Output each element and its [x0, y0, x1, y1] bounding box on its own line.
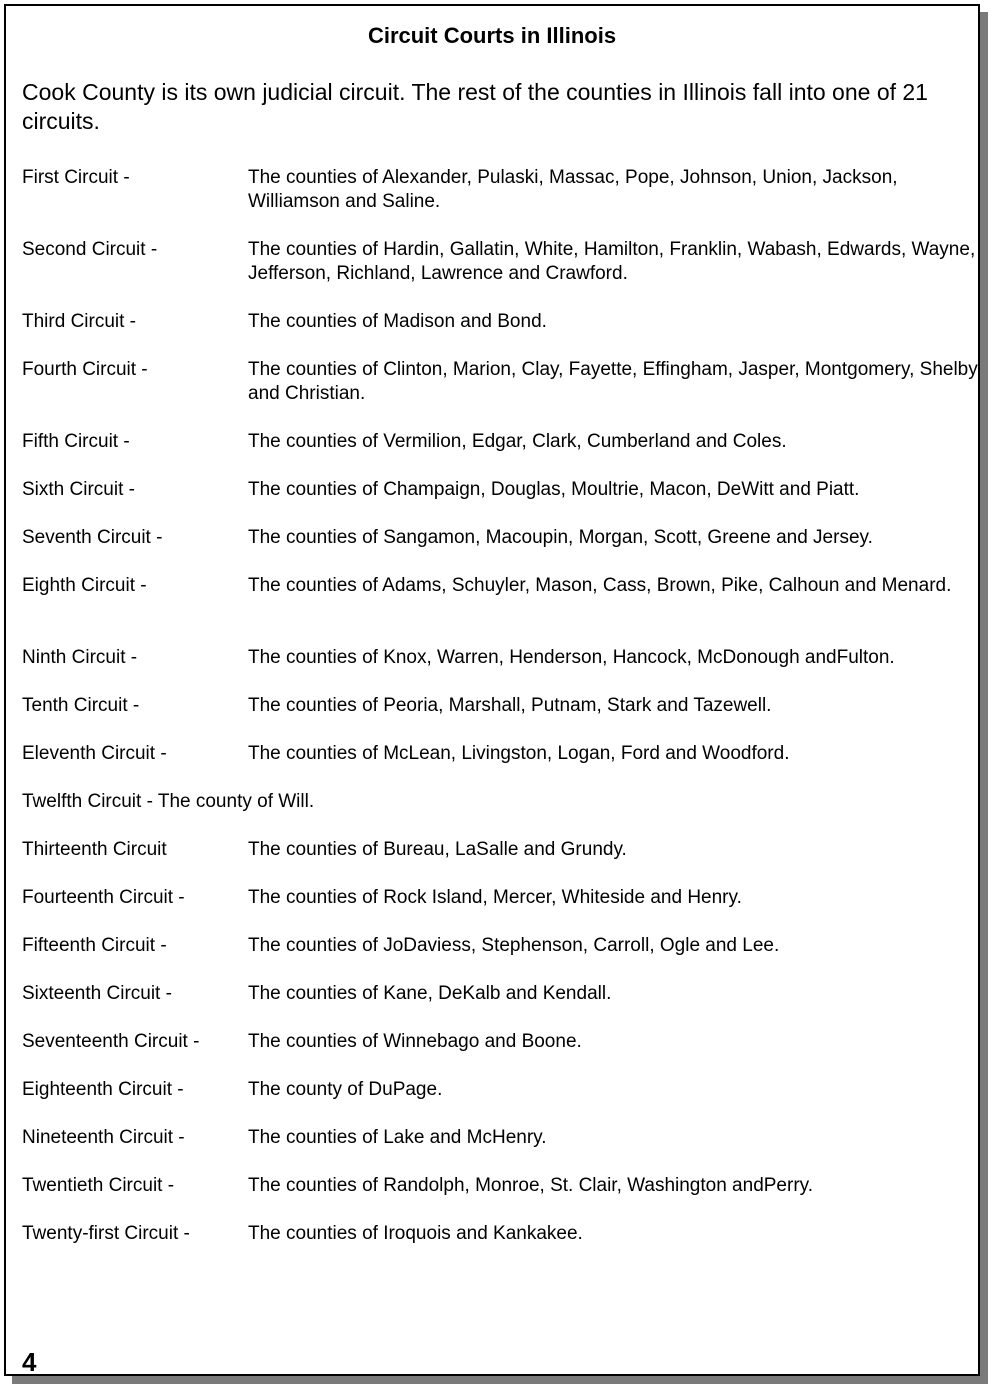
circuit-label: Eleventh Circuit - — [22, 743, 167, 764]
circuit-label: Sixteenth Circuit - — [22, 983, 172, 1004]
circuit-counties: The counties of Madison and Bond. — [248, 311, 547, 332]
circuit-counties: The counties of Randolph, Monroe, St. Clair, Washington andPerry. — [248, 1175, 814, 1196]
circuit-counties: The counties of Kane, DeKalb and Kendall. — [248, 983, 612, 1004]
circuit-label: Second Circuit - — [22, 239, 158, 260]
circuit-label: Thirteenth Circuit — [22, 839, 167, 860]
circuit-label: Seventh Circuit - — [22, 527, 163, 548]
circuit-counties: The counties of Iroquois and Kankakee. — [248, 1223, 583, 1244]
circuit-label: Tenth Circuit - — [22, 695, 140, 716]
circuit-label: Sixth Circuit - — [22, 479, 135, 500]
page-frame — [4, 4, 980, 1376]
circuit-counties: The counties of Peoria, Marshall, Putnam, Stark and Tazewell. — [248, 695, 772, 716]
circuit-label: Twenty-first Circuit - — [22, 1223, 190, 1244]
circuit-label: Fourth Circuit - — [22, 359, 148, 380]
circuit-counties: The county of DuPage. — [248, 1079, 443, 1100]
intro-paragraph: Cook County is its own judicial circuit. The rest of the counties in Illinois fall into one of 21 circuits. — [22, 79, 928, 134]
circuit-counties: The counties of Bureau, LaSalle and Grundy. — [248, 839, 627, 860]
circuit-counties: The counties of Adams, Schuyler, Mason, Cass, Brown, Pike, Calhoun and Menard. — [248, 575, 952, 596]
circuit-counties: The counties of Rock Island, Mercer, Whiteside and Henry. — [248, 887, 742, 908]
circuit-label: Ninth Circuit - — [22, 647, 138, 668]
circuit-counties: The counties of McLean, Livingston, Logan, Ford and Woodford. — [248, 743, 790, 764]
circuit-counties: The counties of Winnebago and Boone. — [248, 1031, 582, 1052]
circuit-counties: The counties of Lake and McHenry. — [248, 1127, 547, 1148]
circuit-label: Fourteenth Circuit - — [22, 887, 185, 908]
circuit-counties: The counties of Champaign, Douglas, Moultrie, Macon, DeWitt and Piatt. — [248, 479, 860, 500]
circuit-counties: The counties of Hardin, Gallatin, White, Hamilton, Franklin, Wabash, Edwards, Wayne, Jefferson, Richland, Lawrence and Crawford. — [248, 239, 976, 284]
circuit-label: Fifteenth Circuit - — [22, 935, 167, 956]
page-number: 4 — [22, 1347, 37, 1377]
circuit-label: Nineteenth Circuit - — [22, 1127, 185, 1148]
circuit-label: Seventeenth Circuit - — [22, 1031, 200, 1052]
circuit-counties: The counties of Alexander, Pulaski, Massac, Pope, Johnson, Union, Jackson, Williamson and Saline. — [248, 167, 898, 212]
circuit-label: Fifth Circuit - — [22, 431, 130, 452]
circuit-row-twelfth — [22, 790, 980, 814]
page-title: Circuit Courts in Illinois — [367, 23, 617, 48]
circuit-counties: The counties of Vermilion, Edgar, Clark, Cumberland and Coles. — [248, 431, 787, 452]
circuit-label: Third Circuit - — [22, 311, 137, 332]
circuit-label: Eighth Circuit - — [22, 575, 147, 596]
circuit-label: Twelfth Circuit - The county of Will. — [22, 791, 315, 812]
circuit-counties: The counties of Sangamon, Macoupin, Morgan, Scott, Greene and Jersey. — [248, 527, 873, 548]
circuit-label: Eighteenth Circuit - — [22, 1079, 184, 1100]
circuit-label: Twentieth Circuit - — [22, 1175, 175, 1196]
circuit-counties: The counties of JoDaviess, Stephenson, Carroll, Ogle and Lee. — [248, 935, 780, 956]
circuit-counties: The counties of Knox, Warren, Henderson, Hancock, McDonough andFulton. — [248, 647, 895, 668]
circuit-label: First Circuit - — [22, 167, 130, 188]
circuit-counties: The counties of Clinton, Marion, Clay, Fayette, Effingham, Jasper, Montgomery, Shelby and Christian. — [248, 359, 978, 404]
